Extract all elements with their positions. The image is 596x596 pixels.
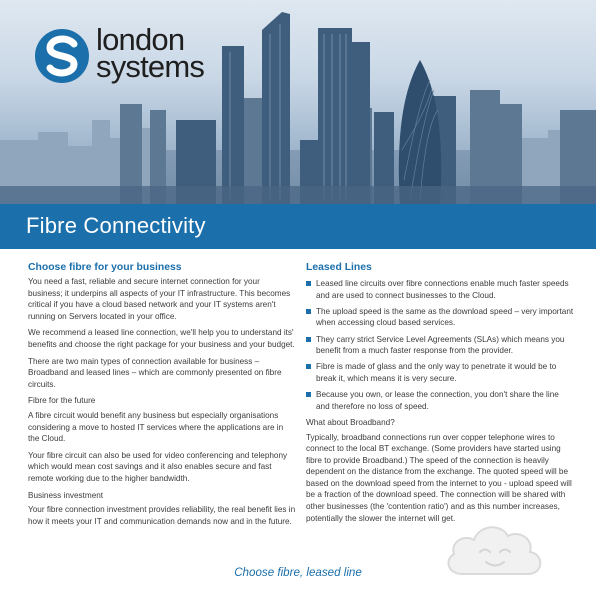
bullet-text: They carry strict Service Level Agreements (SLAs) which means you benefit from a much faster response from the provider.	[316, 334, 565, 356]
bullet-item	[306, 361, 574, 384]
bullet-square-icon	[306, 281, 311, 286]
leased-line-bullet-list	[306, 278, 574, 412]
hero-skyline-image	[0, 0, 596, 204]
bullet-item	[306, 306, 574, 329]
title-band	[0, 204, 596, 249]
right-heading: Leased Lines	[306, 262, 372, 273]
broadband-paragraph: Typically, broadband connections run over copper telephone wires to connect to the local BT exchange. (Some providers have started using fibre to provide Broadband.) The speed of the connection is heavily dependent on the distance from the exchange. The quoted speed will be based on the download speed from the internet to you - upload speed will be a fraction of the download speed. The connection will be shared with other businesses (the 'contention ratio') and as this number increases, potentially the slower the internet will get.	[306, 432, 572, 523]
logo-line-london: london	[96, 22, 185, 57]
investment-paragraph: Your fibre connection investment provides reliability, the real benefit lies in how it meets your IT and communication demands now and in the future.	[28, 505, 296, 526]
company-logo	[34, 22, 205, 86]
intro-paragraph-1: You need a fast, reliable and secure internet connection for your business; it underpins all aspects of your IT infrastructure. This becomes critical if you have a cloud based network and your IT systems aren't running on Servers located in your office.	[28, 277, 291, 321]
bullet-square-icon	[306, 392, 311, 397]
intro-paragraph-2: We recommend a leased line connection, we'll help you to understand its' benefits and choose the right package for your business and your budget.	[28, 328, 295, 349]
bullet-item	[306, 278, 574, 301]
subheading-broadband: What about Broadband?	[306, 417, 395, 427]
logo-line-systems: systems	[96, 49, 205, 84]
bullet-text: Because you own, or lease the connection, you don't share the line and therefore no loss of speed.	[316, 390, 559, 411]
subheading-fibre-future: Fibre for the future	[28, 396, 96, 406]
left-column	[28, 261, 296, 532]
page-title: Fibre Connectivity	[26, 213, 206, 238]
bullet-square-icon	[306, 364, 311, 369]
future-paragraph-2: Your fibre circuit can also be used for video conferencing and telephony which would mean cost savings and it also enables secure and fast remote working due to the higher bandwidth.	[28, 450, 288, 483]
bullet-square-icon	[306, 309, 311, 314]
bullet-item	[306, 334, 574, 357]
bullet-text: Fibre is made of glass and the only way to penetrate it would be to break it, which means it is very secure.	[316, 362, 557, 383]
footer-tagline: Choose fibre, leased line	[234, 566, 362, 579]
swirl-logo-icon	[34, 28, 90, 84]
bullet-item	[306, 389, 574, 412]
bullet-text: The upload speed is the same as the download speed – very important when accessing cloud based services.	[316, 306, 574, 328]
subheading-business-investment: Business investment	[28, 490, 104, 500]
future-paragraph-1: A fibre circuit would benefit any business but especially organisations considering a move to hosted IT services where the applications are in the Cloud.	[28, 410, 284, 444]
right-column	[306, 261, 574, 529]
bullet-square-icon	[306, 337, 311, 342]
bullet-text: Leased line circuits over fibre connections enable much faster speeds and are used to connect businesses to the Cloud.	[316, 279, 569, 300]
intro-paragraph-3: There are two main types of connection available for business – Broadband and leased lines – which are commonly presented on fibre circuits.	[28, 356, 282, 389]
logo-wordmark	[96, 22, 205, 84]
left-heading: Choose fibre for your business	[28, 262, 182, 273]
